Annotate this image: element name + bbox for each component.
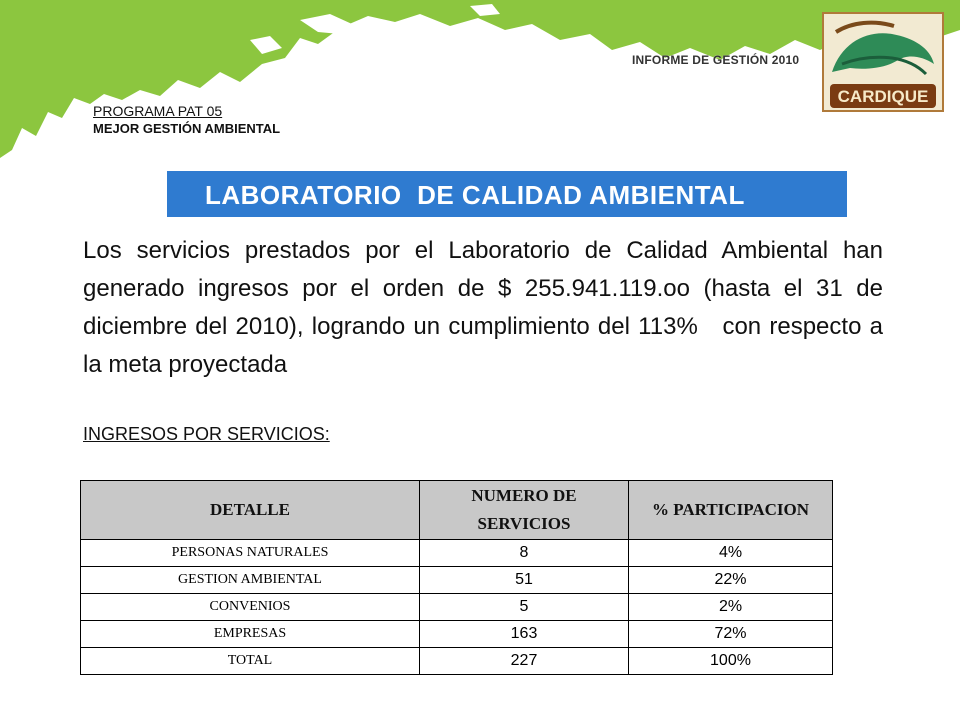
program-name: MEJOR GESTIÓN AMBIENTAL: [93, 121, 281, 136]
services-table: [80, 480, 833, 675]
section-banner: [167, 171, 847, 217]
row-detail: GESTION AMBIENTAL: [81, 567, 420, 594]
table-row: [81, 594, 833, 621]
income-subheading: INGRESOS POR SERVICIOS:: [83, 424, 330, 444]
row-detail: CONVENIOS: [81, 594, 420, 621]
report-title: INFORME DE GESTIÓN 2010: [632, 53, 800, 67]
row-count: 227: [420, 648, 629, 675]
row-percent: 4%: [629, 540, 833, 567]
logo-wordmark: CARDIQUE: [837, 87, 929, 106]
table-header-row: [81, 481, 833, 540]
table-row: [81, 621, 833, 648]
header-detalle: DETALLE: [81, 481, 420, 540]
row-count: 163: [420, 621, 629, 648]
row-percent: 2%: [629, 594, 833, 621]
row-detail: EMPRESAS: [81, 621, 420, 648]
row-detail: TOTAL: [81, 648, 420, 675]
row-percent: 22%: [629, 567, 833, 594]
table-row: [81, 540, 833, 567]
cardique-logo: [822, 12, 944, 112]
row-count: 5: [420, 594, 629, 621]
table-total-row: [81, 648, 833, 675]
header-participacion: % PARTICIPACION: [629, 481, 833, 540]
row-count: 8: [420, 540, 629, 567]
program-code: PROGRAMA PAT 05: [93, 103, 223, 119]
row-percent: 100%: [629, 648, 833, 675]
table-row: [81, 567, 833, 594]
section-title: LABORATORIO DE CALIDAD AMBIENTAL: [205, 180, 745, 210]
header-numero-servicios: NUMERO DE SERVICIOS: [420, 481, 629, 540]
row-count: 51: [420, 567, 629, 594]
row-detail: PERSONAS NATURALES: [81, 540, 420, 567]
body-paragraph: Los servicios prestados por el Laboratorio de Calidad Ambiental han generado ingresos por el orden de $ 255.941.119.oo (hasta el 31 de diciembre del 2010), logrando un cumplimiento del 113% con respecto a la meta proyectada: [83, 237, 890, 378]
program-label: [93, 102, 280, 138]
row-percent: 72%: [629, 621, 833, 648]
header-map-graphic: [0, 0, 960, 170]
